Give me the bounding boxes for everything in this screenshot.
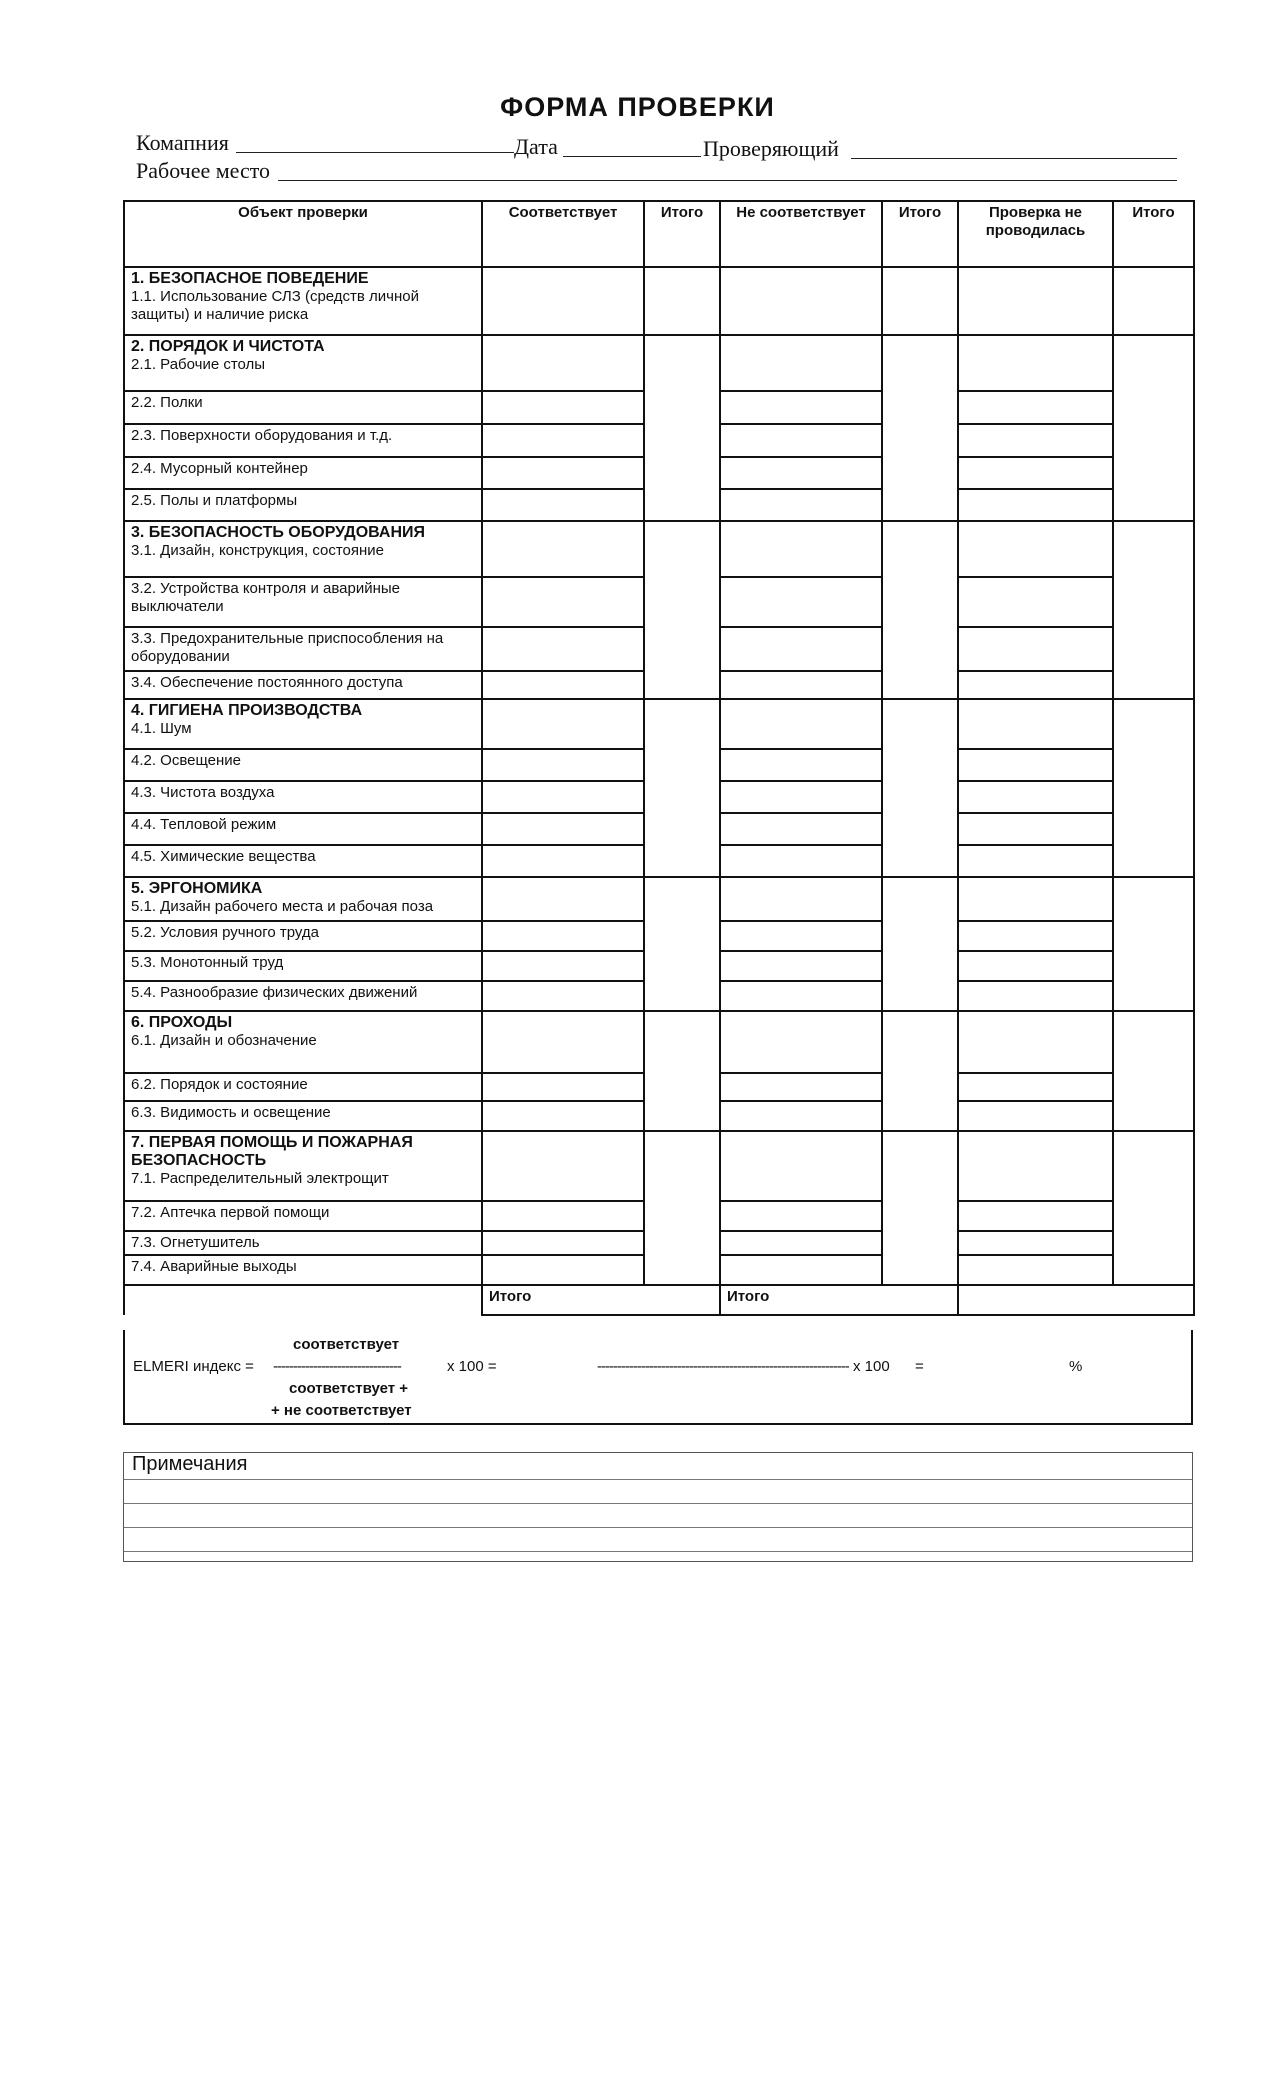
noncompliant-cell[interactable] — [720, 951, 882, 981]
not-checked-total-cell[interactable] — [958, 1285, 1194, 1315]
compliant-cell[interactable] — [482, 877, 644, 921]
noncompliant-cell[interactable] — [720, 921, 882, 951]
item-cell — [124, 1255, 482, 1285]
item-label: 7.2. Аптечка первой помощи — [131, 1204, 330, 1221]
item-cell — [124, 1201, 482, 1231]
table-row — [124, 877, 1194, 921]
compliant-cell[interactable] — [482, 921, 644, 951]
item-label: 5.3. Монотонный труд — [131, 954, 284, 971]
item-cell — [124, 391, 482, 424]
noncompliant-cell[interactable] — [720, 335, 882, 391]
item-label: 6.2. Порядок и состояние — [131, 1076, 308, 1093]
total-cell[interactable] — [882, 877, 958, 1011]
elmeri-result-line: --------------------------------------------------------------- — [597, 1358, 849, 1375]
section-title: 1. БЕЗОПАСНОЕ ПОВЕДЕНИЕ — [131, 270, 369, 287]
noncompliant-cell[interactable] — [720, 391, 882, 424]
item-label: 2.4. Мусорный контейнер — [131, 460, 308, 477]
totals-row — [124, 1285, 1194, 1315]
item-cell — [124, 577, 482, 627]
item-label: 4.3. Чистота воздуха — [131, 784, 275, 801]
total-cell[interactable] — [644, 521, 720, 699]
compliant-cell[interactable] — [482, 749, 644, 781]
section-cell — [124, 1011, 482, 1073]
elmeri-equals: = — [915, 1358, 924, 1375]
total-cell[interactable] — [644, 335, 720, 521]
elmeri-numerator: соответствует — [293, 1336, 400, 1353]
item-cell — [124, 1231, 482, 1255]
not-checked-cell[interactable] — [958, 845, 1113, 877]
noncompliant-cell[interactable] — [720, 424, 882, 457]
total-cell[interactable] — [1113, 1011, 1194, 1131]
item-label: 1.1. Использование СЛЗ (средств личной защиты) и наличие риска — [131, 288, 420, 323]
col-header-compliant: Соответствует — [482, 201, 644, 267]
table-header-row — [124, 201, 1194, 267]
item-label: 2.1. Рабочие столы — [131, 356, 266, 373]
section-cell — [124, 699, 482, 749]
item-label: 4.2. Освещение — [131, 752, 242, 769]
not-checked-cell[interactable] — [958, 489, 1113, 521]
page-title: ФОРМА ПРОВЕРКИ — [500, 92, 775, 122]
noncompliant-total-cell[interactable] — [720, 1285, 958, 1315]
not-checked-cell[interactable] — [958, 981, 1113, 1011]
noncompliant-cell[interactable] — [720, 267, 882, 335]
total-cell[interactable] — [1113, 335, 1194, 521]
col-header-total-1: Итого — [644, 201, 720, 267]
item-label: 5.4. Разнообразие физических движений — [131, 984, 418, 1001]
item-label: 5.2. Условия ручного труда — [131, 924, 320, 941]
not-checked-cell[interactable] — [958, 671, 1113, 699]
item-label: 2.2. Полки — [131, 394, 203, 411]
noncompliant-cell[interactable] — [720, 1201, 882, 1231]
compliant-cell[interactable] — [482, 699, 644, 749]
notes-line — [124, 1551, 1192, 1552]
total-cell[interactable] — [882, 1011, 958, 1131]
not-checked-cell[interactable] — [958, 921, 1113, 951]
not-checked-cell[interactable] — [958, 335, 1113, 391]
item-label: 5.1. Дизайн рабочего места и рабочая поза — [131, 898, 434, 915]
inspection-table — [123, 200, 1195, 1316]
workplace-field[interactable] — [278, 180, 1177, 181]
total-cell[interactable] — [1113, 877, 1194, 1011]
compliant-cell[interactable] — [482, 267, 644, 335]
noncompliant-cell[interactable] — [720, 1131, 882, 1201]
noncompliant-cell[interactable] — [720, 749, 882, 781]
notes-line — [124, 1527, 1192, 1528]
total-cell[interactable] — [1113, 521, 1194, 699]
table-row — [124, 699, 1194, 749]
col-header-noncompliant: Не соответствует — [720, 201, 882, 267]
total-cell[interactable] — [644, 267, 720, 335]
elmeri-label: ELMERI индекс = — [133, 1358, 254, 1375]
total-cell[interactable] — [882, 521, 958, 699]
date-field[interactable] — [563, 156, 701, 157]
total-cell[interactable] — [882, 335, 958, 521]
compliant-cell[interactable] — [482, 457, 644, 489]
section-cell — [124, 335, 482, 391]
table-row — [124, 521, 1194, 577]
item-label: 6.3. Видимость и освещение — [131, 1104, 331, 1121]
noncompliant-cell[interactable] — [720, 699, 882, 749]
item-cell — [124, 457, 482, 489]
noncompliant-cell[interactable] — [720, 845, 882, 877]
not-checked-cell[interactable] — [958, 1131, 1113, 1201]
elmeri-percent: % — [1069, 1358, 1083, 1375]
date-label: Дата — [514, 134, 558, 159]
total-label: Итого — [489, 1288, 532, 1305]
company-label: Комапния — [136, 130, 229, 155]
table-row — [124, 335, 1194, 391]
item-cell — [124, 845, 482, 877]
section-title: 2. ПОРЯДОК И ЧИСТОТА — [131, 338, 325, 355]
compliant-cell[interactable] — [482, 1073, 644, 1101]
section-cell — [124, 521, 482, 577]
noncompliant-cell[interactable] — [720, 1231, 882, 1255]
item-cell — [124, 981, 482, 1011]
elmeri-times-100-b: x 100 — [853, 1358, 890, 1375]
item-cell — [124, 627, 482, 671]
item-label: 7.3. Огнетушитель — [131, 1234, 260, 1251]
item-label: 6.1. Дизайн и обозначение — [131, 1032, 317, 1049]
item-cell — [124, 951, 482, 981]
notes-title: Примечания — [132, 1453, 248, 1475]
noncompliant-cell[interactable] — [720, 577, 882, 627]
not-checked-cell[interactable] — [958, 267, 1113, 335]
compliant-cell[interactable] — [482, 951, 644, 981]
section-cell — [124, 877, 482, 921]
total-cell[interactable] — [644, 1131, 720, 1285]
compliant-cell[interactable] — [482, 521, 644, 577]
not-checked-cell[interactable] — [958, 577, 1113, 627]
not-checked-cell[interactable] — [958, 1201, 1113, 1231]
noncompliant-cell[interactable] — [720, 981, 882, 1011]
table-row — [124, 1011, 1194, 1073]
not-checked-cell[interactable] — [958, 1011, 1113, 1073]
noncompliant-cell[interactable] — [720, 521, 882, 577]
elmeri-index-box — [123, 1330, 1193, 1425]
compliant-cell[interactable] — [482, 1131, 644, 1201]
total-cell[interactable] — [1113, 699, 1194, 877]
company-field[interactable] — [236, 152, 514, 153]
item-label: 7.1. Распределительный электрощит — [131, 1170, 389, 1187]
item-cell — [124, 1073, 482, 1101]
noncompliant-cell[interactable] — [720, 781, 882, 813]
compliant-cell[interactable] — [482, 1201, 644, 1231]
compliant-total-cell[interactable] — [482, 1285, 720, 1315]
workplace-label: Рабочее место — [136, 158, 271, 183]
item-cell — [124, 921, 482, 951]
compliant-cell[interactable] — [482, 781, 644, 813]
noncompliant-cell[interactable] — [720, 813, 882, 845]
item-cell — [124, 424, 482, 457]
not-checked-cell[interactable] — [958, 521, 1113, 577]
total-cell[interactable] — [882, 267, 958, 335]
not-checked-cell[interactable] — [958, 1231, 1113, 1255]
not-checked-cell[interactable] — [958, 391, 1113, 424]
item-label: 2.3. Поверхности оборудования и т.д. — [131, 427, 393, 444]
compliant-cell[interactable] — [482, 813, 644, 845]
compliant-cell[interactable] — [482, 845, 644, 877]
item-cell — [124, 813, 482, 845]
item-label: 2.5. Полы и платформы — [131, 492, 298, 509]
notes-line — [124, 1479, 1192, 1480]
notes-box[interactable] — [123, 1452, 1193, 1562]
not-checked-cell[interactable] — [958, 1101, 1113, 1131]
section-cell — [124, 267, 482, 335]
item-label: 3.2. Устройства контроля и аварийные выключатели — [131, 580, 400, 615]
col-header-not-checked: Проверка не проводилась — [958, 201, 1113, 267]
noncompliant-cell[interactable] — [720, 877, 882, 921]
section-title: 6. ПРОХОДЫ — [131, 1014, 233, 1031]
item-label: 3.4. Обеспечение постоянного доступа — [131, 674, 403, 691]
not-checked-cell[interactable] — [958, 1255, 1113, 1285]
not-checked-cell[interactable] — [958, 781, 1113, 813]
total-label: Итого — [727, 1288, 770, 1305]
table-row — [124, 1131, 1194, 1201]
noncompliant-cell[interactable] — [720, 489, 882, 521]
noncompliant-cell[interactable] — [720, 1073, 882, 1101]
compliant-cell[interactable] — [482, 1231, 644, 1255]
total-cell[interactable] — [644, 877, 720, 1011]
inspector-field[interactable] — [851, 158, 1177, 159]
item-label: 3.1. Дизайн, конструкция, состояние — [131, 542, 385, 559]
noncompliant-cell[interactable] — [720, 457, 882, 489]
elmeri-denominator-1: соответствует + — [289, 1380, 409, 1397]
col-header-total-3: Итого — [1113, 201, 1194, 267]
not-checked-cell[interactable] — [958, 457, 1113, 489]
compliant-cell[interactable] — [482, 627, 644, 671]
noncompliant-cell[interactable] — [720, 627, 882, 671]
item-label: 4.4. Тепловой режим — [131, 816, 277, 833]
item-cell — [124, 781, 482, 813]
compliant-cell[interactable] — [482, 1011, 644, 1073]
not-checked-cell[interactable] — [958, 749, 1113, 781]
compliant-cell[interactable] — [482, 577, 644, 627]
section-title: 7. ПЕРВАЯ ПОМОЩЬ И ПОЖАРНАЯ БЕЗОПАСНОСТЬ — [131, 1134, 413, 1169]
not-checked-cell[interactable] — [958, 627, 1113, 671]
not-checked-cell[interactable] — [958, 1073, 1113, 1101]
table-row — [124, 267, 1194, 335]
item-label: 7.4. Аварийные выходы — [131, 1258, 297, 1275]
noncompliant-cell[interactable] — [720, 1101, 882, 1131]
section-title: 5. ЭРГОНОМИКА — [131, 880, 263, 897]
noncompliant-cell[interactable] — [720, 1011, 882, 1073]
item-cell — [124, 749, 482, 781]
total-cell[interactable] — [644, 699, 720, 877]
total-cell[interactable] — [644, 1011, 720, 1131]
total-cell[interactable] — [882, 699, 958, 877]
compliant-cell[interactable] — [482, 671, 644, 699]
section-cell — [124, 1131, 482, 1201]
item-label: 4.1. Шум — [131, 720, 192, 737]
col-header-object: Объект проверки — [124, 201, 482, 267]
compliant-cell[interactable] — [482, 1101, 644, 1131]
total-cell[interactable] — [1113, 267, 1194, 335]
not-checked-cell[interactable] — [958, 424, 1113, 457]
item-cell — [124, 1101, 482, 1131]
not-checked-cell[interactable] — [958, 813, 1113, 845]
section-title: 4. ГИГИЕНА ПРОИЗВОДСТВА — [131, 702, 363, 719]
noncompliant-cell[interactable] — [720, 671, 882, 699]
item-label: 4.5. Химические вещества — [131, 848, 316, 865]
compliant-cell[interactable] — [482, 489, 644, 521]
totals-spacer — [124, 1285, 482, 1315]
col-header-total-2: Итого — [882, 201, 958, 267]
item-cell — [124, 671, 482, 699]
elmeri-denominator-2: + не соответствует — [271, 1402, 412, 1419]
compliant-cell[interactable] — [482, 424, 644, 457]
compliant-cell[interactable] — [482, 335, 644, 391]
noncompliant-cell[interactable] — [720, 1255, 882, 1285]
item-cell — [124, 489, 482, 521]
total-cell[interactable] — [882, 1131, 958, 1285]
compliant-cell[interactable] — [482, 391, 644, 424]
total-cell[interactable] — [1113, 1131, 1194, 1285]
elmeri-fraction-line: -------------------------------- — [273, 1358, 401, 1375]
compliant-cell[interactable] — [482, 981, 644, 1011]
notes-line — [124, 1503, 1192, 1504]
not-checked-cell[interactable] — [958, 877, 1113, 921]
not-checked-cell[interactable] — [958, 699, 1113, 749]
compliant-cell[interactable] — [482, 1255, 644, 1285]
item-label: 3.3. Предохранительные приспособления на оборудовании — [131, 630, 444, 665]
elmeri-times-100: x 100 = — [447, 1358, 497, 1375]
inspector-label: Проверяющий — [703, 136, 839, 161]
not-checked-cell[interactable] — [958, 951, 1113, 981]
section-title: 3. БЕЗОПАСНОСТЬ ОБОРУДОВАНИЯ — [131, 524, 426, 541]
